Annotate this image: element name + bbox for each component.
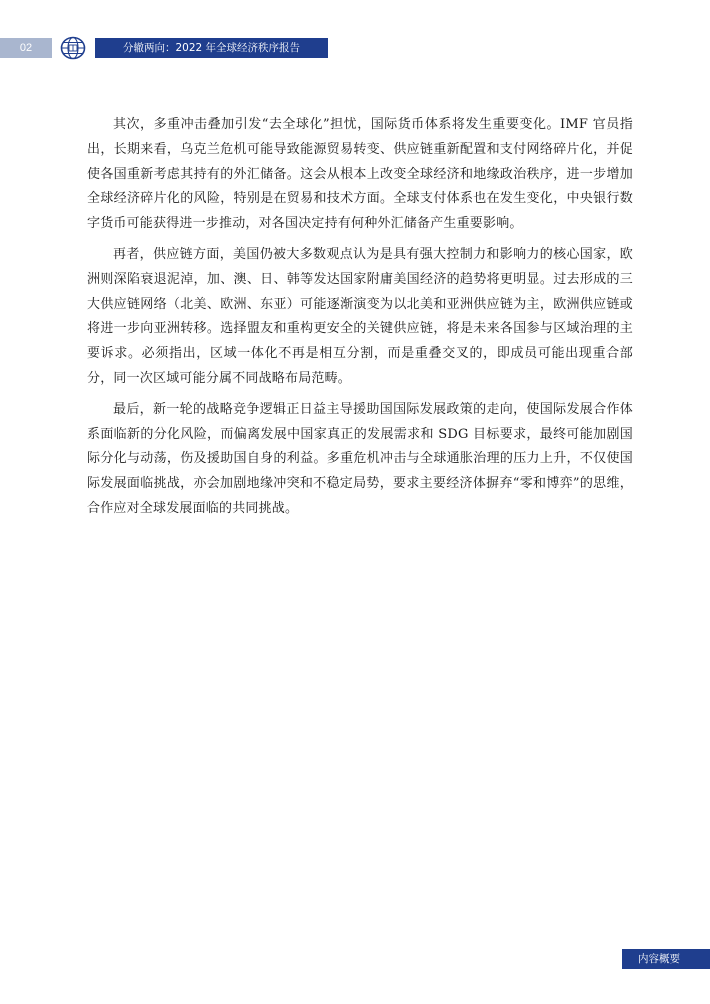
section-label: 内容概要 [622, 949, 710, 969]
main-content [87, 113, 633, 528]
paragraph: 最后，新一轮的战略竞争逻辑正日益主导援助国国际发展政策的走向，使国际发展合作体系面临新的分化风险，而偏离发展中国家真正的发展需求和 SDG 目标要求，最终可能加剧国际分化与动荡，伤及援助国自身的利益。多重危机冲击与全球通胀治理的压力上升，不仅使国际发展面临挑战，亦会加剧地缘冲突和不稳定局势，要求主要经济体摒弃“零和博弈”的思维，合作应对全球发展面临的共同挑战。 [87, 401, 633, 516]
paragraph: 再者，供应链方面，美国仍被大多数观点认为是具有强大控制力和影响力的核心国家，欧洲则深陷衰退泥淖，加、澳、日、韩等发达国家附庸美国经济的趋势将更明显。过去形成的三大供应链网络（北美、欧洲、东亚）可能逐渐演变为以北美和亚洲供应链为主，欧洲供应链或将进一步向亚洲转移。选择盟友和重构更安全的关键供应链，将是未来各国参与区域治理的主要诉求。必须指出，区域一体化不再是相互分割，而是重叠交叉的，即成员可能出现重合部分，同一次区域可能分属不同战略布局范畴。 [87, 246, 633, 386]
page-number: 02 [0, 38, 52, 58]
paragraph: 其次，多重冲击叠加引发“去全球化”担忧，国际货币体系将发生重要变化。IMF 官员指出，长期来看，乌克兰危机可能导致能源贸易转变、供应链重新配置和支付网络碎片化，并促使各国重新考虑其持有的外汇储备。这会从根本上改变全球经济和地缘政治秩序，进一步增加全球经济碎片化的风险，特别是在贸易和技术方面。全球支付体系也在发生变化，中央银行数字货币可能获得进一步推动，对各国决定持有何种外汇储备产生重要影响。 [87, 117, 633, 232]
globe-emblem-icon [60, 36, 86, 60]
report-title: 分辙两向：2022 年全球经济秩序报告 [95, 38, 328, 58]
page-header [0, 38, 330, 58]
